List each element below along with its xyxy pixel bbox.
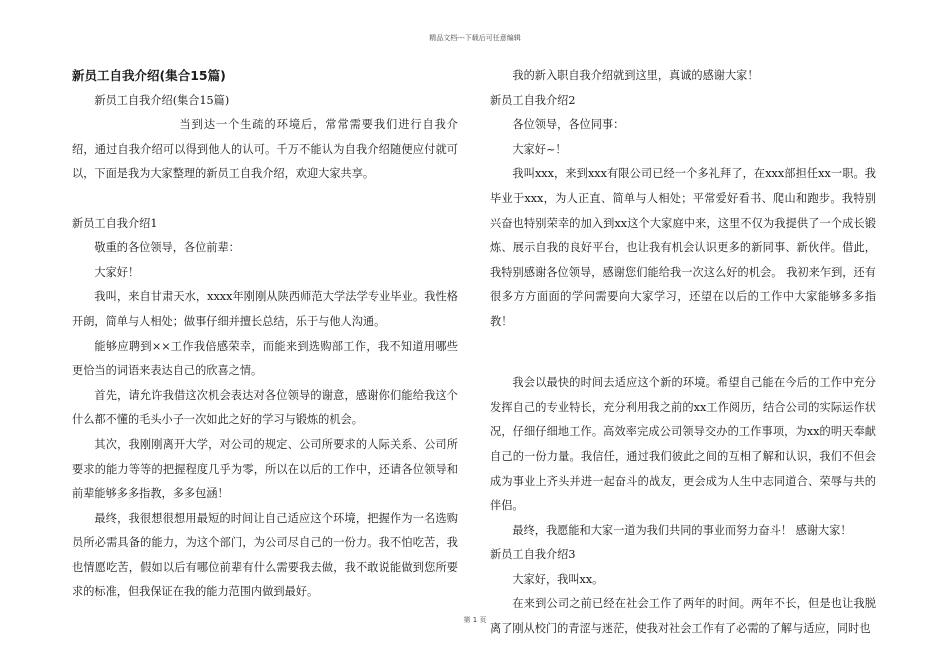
- paragraph: 能够应聘到××工作我倍感荣幸，而能来到选购部工作，我不知道用哪些更恰当的词语来表达自己的欣喜之情。: [72, 339, 458, 378]
- paragraph: 我的新入职自我介绍就到这里，真诚的感谢大家！: [512, 69, 759, 82]
- intro-paragraph: 当到达一个生疏的环境后，常常需要我们进行自我介绍，通过自我介绍可以得到他人的认可。千万不能认为自我介绍随便应付就可以，下面是我为大家整理的新员工自我介绍，欢迎大家共享。: [72, 118, 458, 181]
- right-column: [490, 64, 876, 642]
- paragraph: 在来到公司之前已经在社会工作了两年的时间。两年不长，但是也让我脱离了刚从校门的青涩与迷茫，使我对社会工作有了必需的了解与适应，同时也: [490, 597, 876, 636]
- section-heading: 新员工自我介绍1: [72, 216, 158, 230]
- left-column: [72, 64, 458, 605]
- paragraph: 敬重的各位领导，各位前辈：: [94, 241, 240, 255]
- paragraph: 首先，请允许我借这次机会表达对各位领导的谢意，感谢你们能给我这个什么都不懂的毛头小子一次如此之好的学习与锻炼的机会。: [72, 388, 458, 427]
- section-heading: 新员工自我介绍3: [490, 548, 576, 562]
- paragraph: 最终，我愿能和大家一道为我们共同的事业而努力奋斗！ 感谢大家！: [512, 523, 852, 537]
- page-number: 第 1 页: [463, 616, 487, 624]
- document-title: 新员工自我介绍(集合15篇): [72, 68, 226, 83]
- section-heading: 新员工自我介绍2: [490, 93, 576, 107]
- paragraph: 我叫，来自甘肃天水，xxxx年刚刚从陕西师范大学法学专业毕业。我性格开朗，简单与人相处；做事仔细并擅长总结，乐于与他人沟通。: [72, 290, 458, 328]
- page-header-note: 精品文档---下载后可任意编辑: [429, 34, 521, 42]
- paragraph-spacer: [490, 359, 876, 371]
- paragraph: 我会以最快的时间去适应这个新的环境。希望自己能在今后的工作中充分发挥自己的专业特长，充分利用我之前的xx工作阅历，结合公司的实际运作状况，仔细仔细地工作。高效率完成公司领导交办的工作事项，为xx的明天奉献自己的一份力量。我信任，通过我们彼此之间的互相了解和认识，我们不但会成为事业上齐头并进一起奋斗的战友，更会成为人生中志同道合、荣辱与共的伴侣。: [490, 376, 876, 513]
- paragraph: 各位领导，各位同事：: [512, 118, 625, 132]
- paragraph: 最终，我很想很想用最短的时间让自己适应这个环境，把握作为一名选购员所必需具备的能力，为这个部门，为公司尽自己的一份力。我不怕吃苦，我也情愿吃苦，假如以后有哪位前辈有什么需要我去做，我不敢说能做到您所要求的标准，但我保证在我的能力范围内做到最好。: [72, 511, 458, 599]
- paragraph-spacer: [490, 335, 876, 360]
- paragraph: 大家好！: [94, 265, 140, 279]
- paragraph-spacer: [72, 187, 458, 212]
- paragraph: 新员工自我介绍(集合15篇): [94, 93, 230, 107]
- paragraph: 大家好~！: [512, 142, 567, 156]
- paragraph: 其次，我刚刚离开大学，对公司的规定、公司所要求的人际关系、公司所要求的能力等等的把握程度几乎为零，所以在以后的工作中，还请各位领导和前辈能够多多指教，多多包涵！: [72, 437, 458, 501]
- paragraph: 大家好，我叫xx。: [512, 572, 604, 586]
- paragraph: 我叫xxx，来到xxx有限公司已经一个多礼拜了，在xxx部担任xx一职。我毕业于xxx，为人正直、简单与人相处；平常爱好看书、爬山和跑步。我特别兴奋也特别荣幸的加入到xx这个大家庭中来，这里不仅为我提供了一个成长锻炼、展示自我的良好平台，也让我有机会认识更多的新同事、新伙伴。借此，我特别感谢各位领导，感谢您们能给我一次这么好的机会。 我初来乍到，还有很多方方面面的学问需要向大家学习，还望在以后的工作中大家能够多多指教！: [490, 167, 876, 328]
